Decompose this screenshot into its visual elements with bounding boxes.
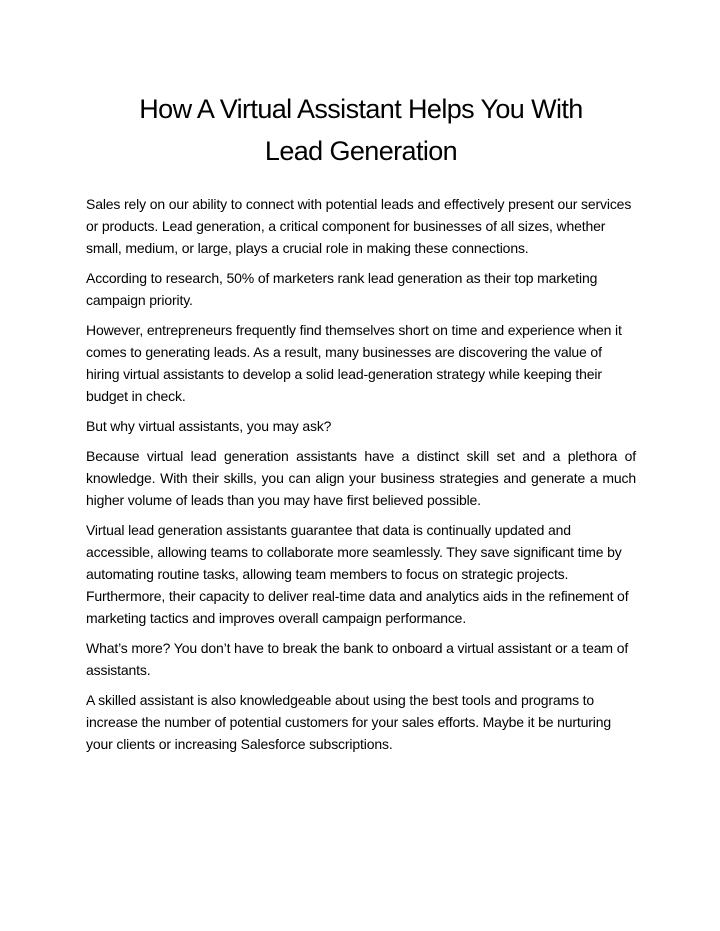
title-line-1: How A Virtual Assistant Helps You With xyxy=(139,94,583,124)
paragraph-entrepreneurs: However, entrepreneurs frequently find themselves short on time and experience when it comes to generating leads. As a result, many businesses are discovering the value of hiring virtual assistants to develop a solid lead-generation strategy while keeping their budget in check. xyxy=(86,322,622,404)
paragraph-cost: What’s more? You don’t have to break the bank to onboard a virtual assistant or a team of assistants. xyxy=(86,640,629,678)
paragraph-skills: Because virtual lead generation assistants have a distinct skill set and a plethora of knowledge. With their skills, you can align your business strategies and generate a much higher volume of leads than you may have first believed possible. xyxy=(86,448,636,508)
paragraph-intro: Sales rely on our ability to connect with potential leads and effectively present our services or products. Lead generation, a critical component for businesses of all sizes, whether small, medium, or large, plays a crucial role in making these connections. xyxy=(86,196,632,256)
paragraph-question: But why virtual assistants, you may ask? xyxy=(86,418,332,434)
title-line-2: Lead Generation xyxy=(264,136,458,166)
paragraph-research: According to research, 50% of marketers rank lead generation as their top marketing campaign priority. xyxy=(86,270,598,308)
page-title xyxy=(86,88,636,172)
paragraph-data-benefits: Virtual lead generation assistants guarantee that data is continually updated and accessible, allowing teams to collaborate more seamlessly. They save significant time by automating routine tasks, allowing team members to focus on strategic projects. Furthermore, their capacity to deliver real-time data and analytics aids in the refinement of marketing tactics and improves overall campaign performance. xyxy=(86,522,629,626)
paragraph-tools: A skilled assistant is also knowledgeable about using the best tools and programs to increase the number of potential customers for your sales efforts. Maybe it be nurturing your clients or increasing Salesforce subscriptions. xyxy=(86,692,612,752)
document-body xyxy=(86,193,636,763)
